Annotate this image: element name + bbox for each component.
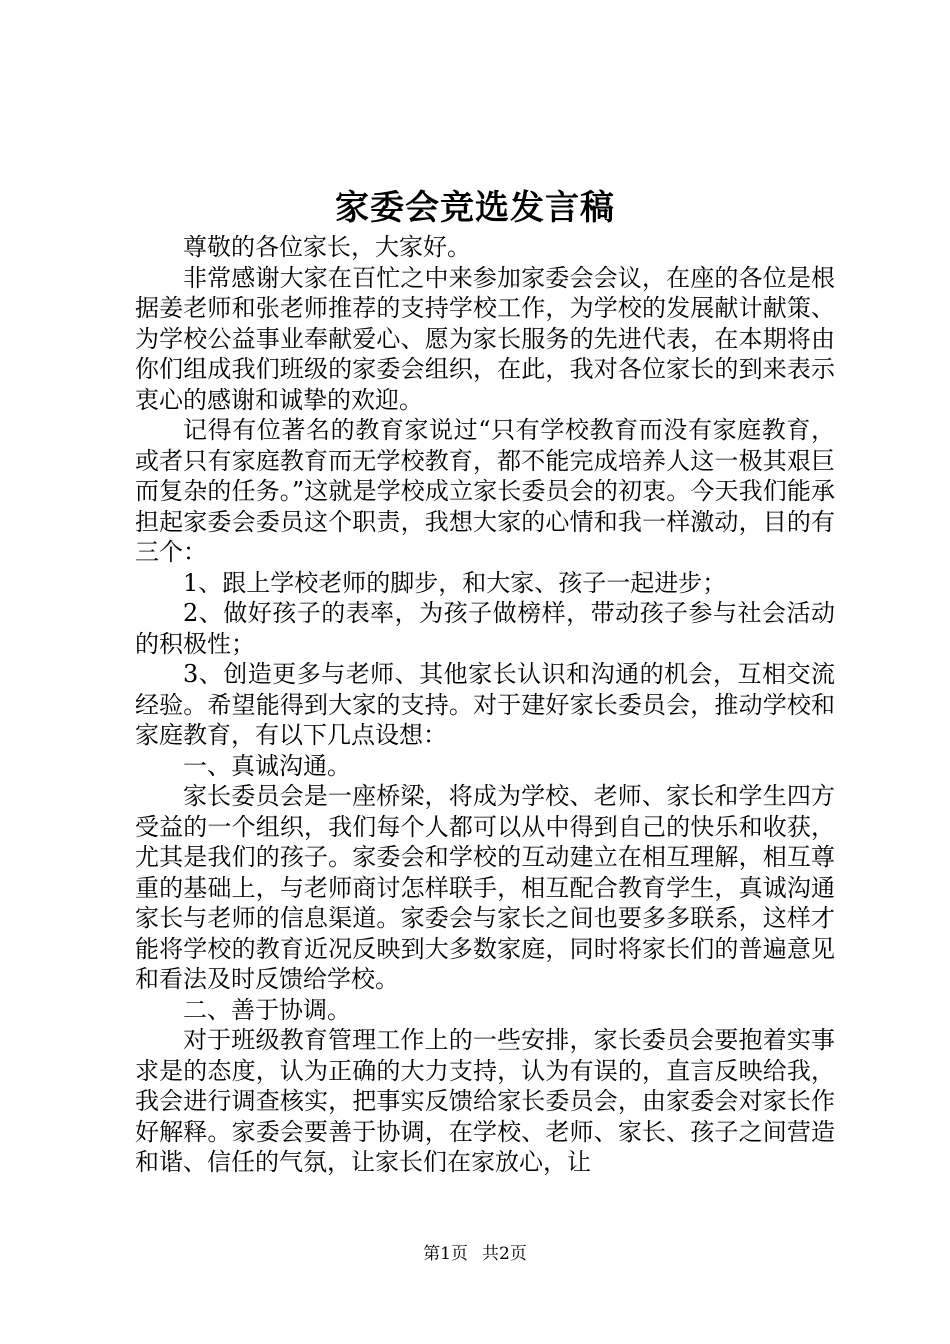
page-number: 第1页: [423, 1244, 468, 1264]
section-heading: 二、善于协调。: [183, 995, 351, 1024]
page-footer: [0, 1242, 950, 1266]
paragraph: 对于班级教育管理工作上的一些安排，家长委员会要抱着实事求是的态度，认为正确的大力支持，认为有误的，直言反映给我，我会进行调查核实，把事实反馈给家长委员会，由家委会对家长作好解释。家委会要善于协调，在学校、老师、家长、孩子之间营造和谐、信任的气氛，让家长们在家放心，让: [135, 1026, 835, 1176]
page-total: 共2页: [482, 1244, 527, 1264]
paragraph: 非常感谢大家在百忙之中来参加家委会会议，在座的各位是根据姜老师和张老师推荐的支持学校工作，为学校的发展献计献策、为学校公益事业奉献爱心、愿为家长服务的先进代表，在本期将由你们组成我们班级的家委会组织，在此，我对各位家长的到来表示衷心的感谢和诚挚的欢迎。: [135, 263, 835, 414]
paragraph-greeting: 尊敬的各位家长，大家好。: [183, 233, 471, 261]
document-body: [135, 232, 835, 1178]
list-item: 1、跟上学校老师的脚步，和大家、孩子一起进步；: [183, 568, 727, 597]
section-heading: 一、真诚沟通。: [183, 751, 351, 780]
paragraph: 记得有位著名的教育家说过“只有学校教育而没有家庭教育，或者只有家庭教育而无学校教育，都不能完成培养人这一极其艰巨而复杂的任务。”这就是学校成立家长委员会的初衷。今天我们能承担起家委会委员这个职责，我想大家的心情和我一样激动，目的有三个：: [135, 416, 835, 566]
paragraph: 家长委员会是一座桥梁，将成为学校、老师、家长和学生四方受益的一个组织，我们每个人都可以从中得到自己的快乐和收获，尤其是我们的孩子。家委会和学校的互动建立在相互理解，相互尊重的基础上，与老师商讨怎样联手，相互配合教育学生，真诚沟通家长与老师的信息渠道。家委会与家长之间也要多多联系，这样才能将学校的教育近况反映到大多数家庭，同时将家长们的普遍意见和看法及时反馈给学校。: [135, 782, 835, 993]
list-item: 3、创造更多与老师、其他家长认识和沟通的机会，互相交流经验。希望能得到大家的支持。对于建好家长委员会，推动学校和家庭教育，有以下几点设想：: [135, 660, 835, 749]
document-title: 家委会竞选发言稿: [335, 188, 615, 228]
list-item: 2、做好孩子的表率，为孩子做榜样，带动孩子参与社会活动的积极性；: [135, 599, 835, 658]
